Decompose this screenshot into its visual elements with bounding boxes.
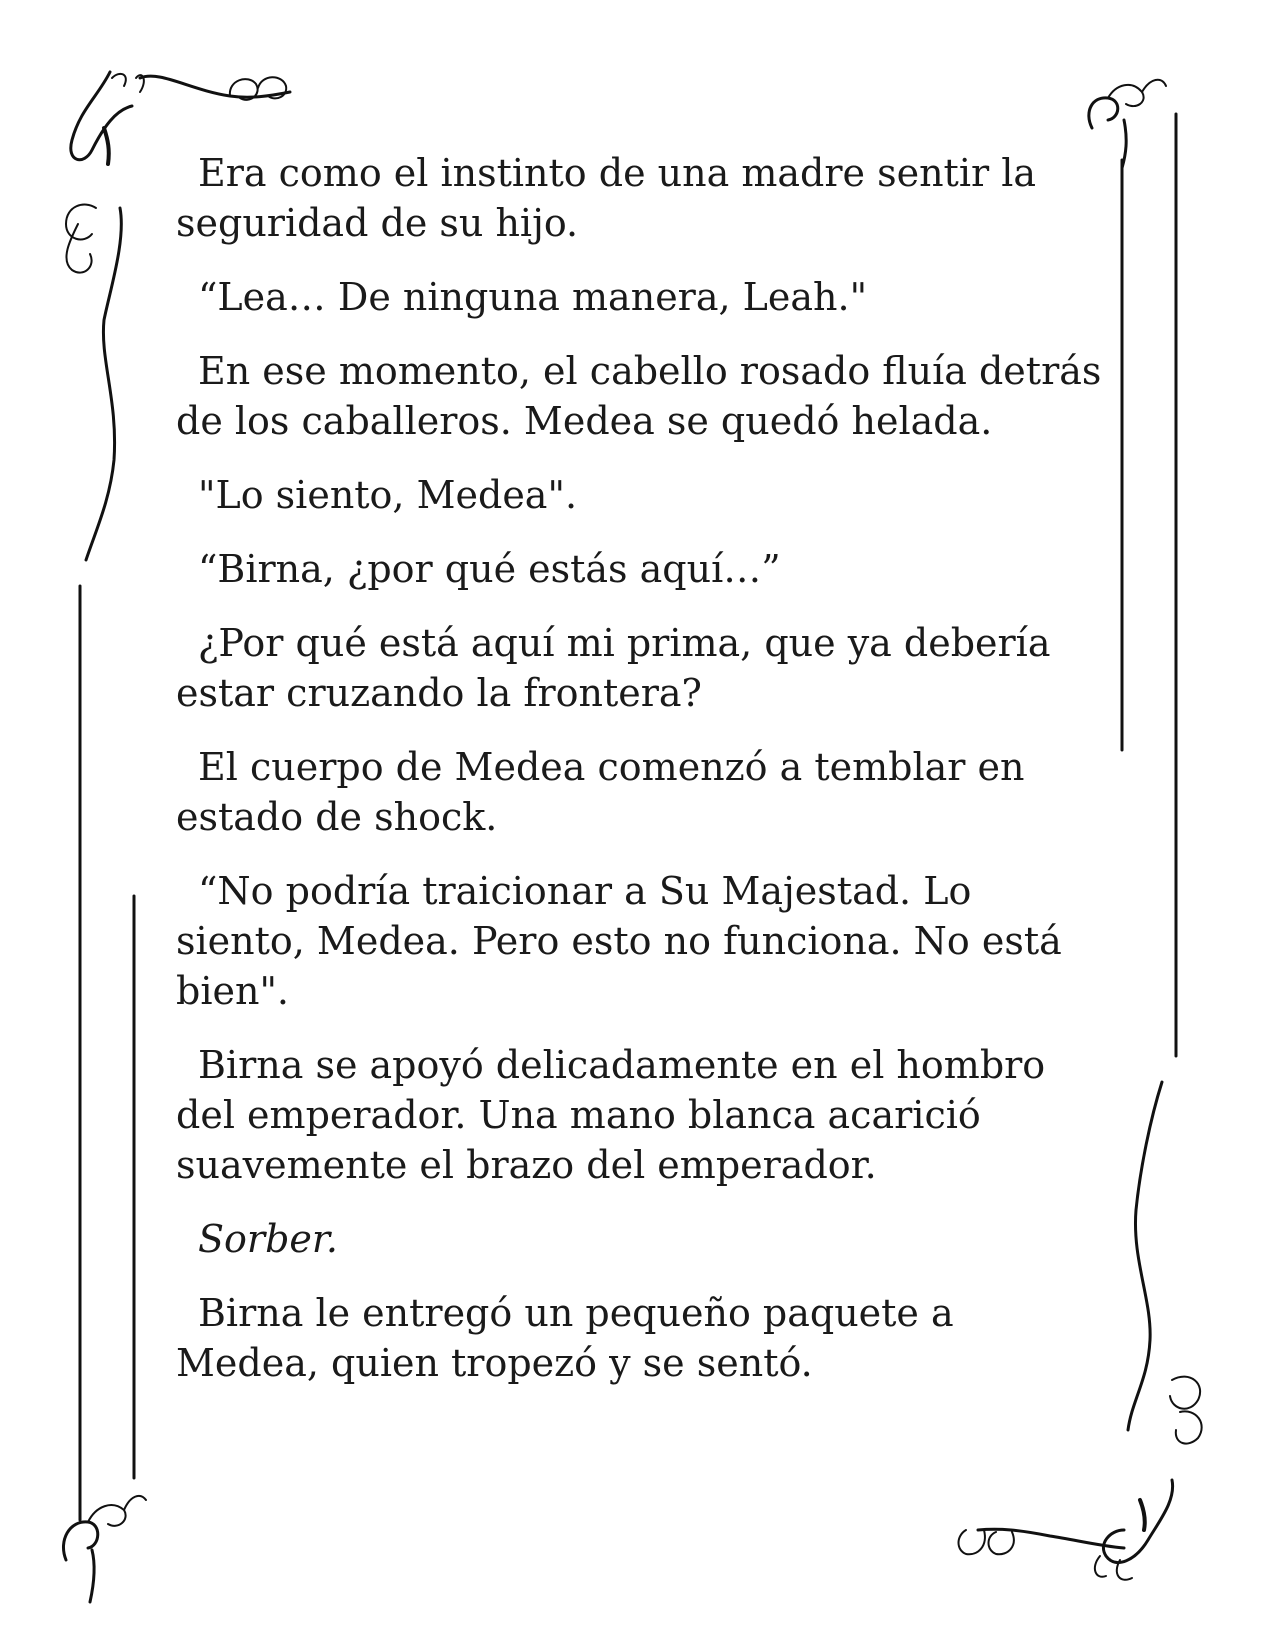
italic-paragraph: Sorber. xyxy=(198,1217,338,1261)
paragraph: En ese momento, el cabello rosado fluía detrás de los caballeros. Medea se quedó helada. xyxy=(176,349,1102,443)
paragraph: “No podría traicionar a Su Majestad. Lo siento, Medea. Pero esto no funciona. No está bien". xyxy=(176,869,1062,1013)
paragraph: ¿Por qué está aquí mi prima, que ya debería estar cruzando la frontera? xyxy=(176,621,1051,715)
story-text xyxy=(176,148,1106,1412)
paragraph: Birna le entregó un pequeño paquete a Medea, quien tropezó y se sentó. xyxy=(176,1291,954,1385)
bottom-left-flourish xyxy=(63,1496,146,1602)
paragraph: “Lea… De ninguna manera, Leah." xyxy=(198,275,868,319)
paragraph: El cuerpo de Medea comenzó a temblar en estado de shock. xyxy=(176,745,1025,839)
paragraph: "Lo siento, Medea". xyxy=(198,473,578,517)
paragraph: Era como el instinto de una madre sentir la seguridad de su hijo. xyxy=(176,151,1037,245)
paragraph: “Birna, ¿por qué estás aquí…” xyxy=(198,547,781,591)
paragraph: Birna se apoyó delicadamente en el hombro del emperador. Una mano blanca acarició suavemente el brazo del emperador. xyxy=(176,1043,1046,1187)
